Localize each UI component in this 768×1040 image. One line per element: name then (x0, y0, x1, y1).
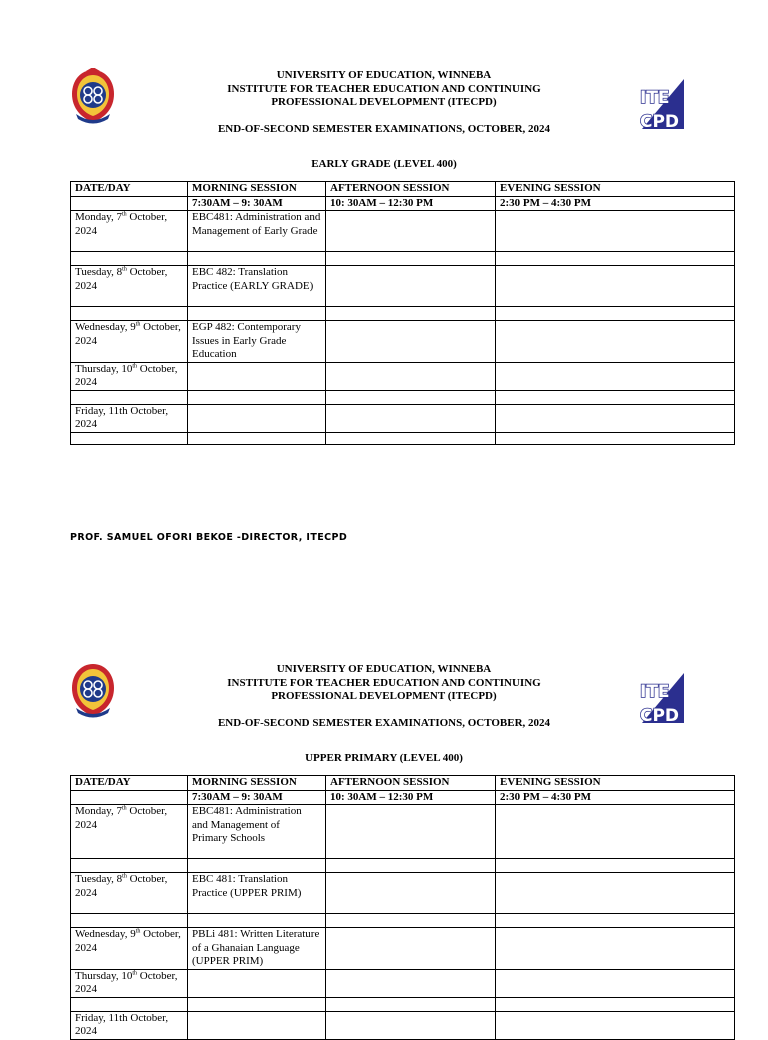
university-name: UNIVERSITY OF EDUCATION, WINNEBA (276, 69, 492, 81)
schedule-table-upper-primary (70, 775, 735, 1040)
table-row (71, 211, 735, 252)
table-row (71, 362, 735, 390)
table-row (71, 873, 735, 914)
header-afternoon: AFTERNOON SESSION (326, 776, 496, 791)
institute-line-2: PROFESSIONAL DEVELOPMENT (ITECPD) (271, 690, 497, 702)
date-cell: Thursday, 10th October, 2024 (71, 969, 188, 997)
date-cell: Wednesday, 9th October, 2024 (71, 321, 188, 363)
morning-cell: EBC 481: Translation Practice (UPPER PRIM) (188, 873, 326, 914)
date-cell: Friday, 11th October, 2024 (71, 1011, 188, 1039)
institute-line-1: INSTITUTE FOR TEACHER EDUCATION AND CONTINUING (227, 82, 541, 95)
table-row (71, 1011, 735, 1039)
spacer-row (71, 432, 735, 444)
exam-title: END-OF-SECOND SEMESTER EXAMINATIONS, OCTOBER, 2024 (217, 123, 551, 135)
spacer-row (71, 390, 735, 404)
table-header-row (71, 776, 735, 791)
date-cell: Monday, 7th October, 2024 (71, 805, 188, 859)
svg-text:ITE: ITE (640, 88, 670, 108)
director-signature-line: PROF. SAMUEL OFORI BEKOE -DIRECTOR, ITECPD (70, 532, 348, 543)
afternoon-time: 10: 30AM – 12:30 PM (326, 790, 496, 805)
table-row (71, 928, 735, 970)
morning-cell: EBC 482: Translation Practice (EARLY GRADE) (188, 266, 326, 307)
morning-cell: EBC481: Administration and Management of Primary Schools (188, 805, 326, 859)
morning-cell (188, 969, 326, 997)
date-cell: Thursday, 10th October, 2024 (71, 362, 188, 390)
morning-cell: EBC481: Administration and Management of Early Grade (188, 211, 326, 252)
svg-text:CPD: CPD (640, 112, 680, 131)
table-time-row (71, 790, 735, 805)
header-date: DATE/DAY (71, 182, 188, 197)
level-title-early-grade: EARLY GRADE (LEVEL 400) (311, 158, 457, 170)
institute-line-2: PROFESSIONAL DEVELOPMENT (ITECPD) (271, 96, 497, 108)
svg-text:ITE: ITE (640, 682, 670, 702)
header-date: DATE/DAY (71, 776, 188, 791)
morning-cell: PBLi 481: Written Literature of a Ghanaian Language (UPPER PRIM) (188, 928, 326, 970)
header-evening: EVENING SESSION (496, 182, 735, 197)
morning-time: 7:30AM – 9: 30AM (188, 790, 326, 805)
table-header-row (71, 182, 735, 197)
table-row (71, 969, 735, 997)
morning-cell (188, 1011, 326, 1039)
spacer-row (71, 997, 735, 1011)
date-cell: Tuesday, 8th October, 2024 (71, 873, 188, 914)
date-cell: Monday, 7th October, 2024 (71, 211, 188, 252)
evening-time: 2:30 PM – 4:30 PM (496, 196, 735, 211)
university-name: UNIVERSITY OF EDUCATION, WINNEBA (276, 663, 492, 675)
header-afternoon: AFTERNOON SESSION (326, 182, 496, 197)
date-cell: Tuesday, 8th October, 2024 (71, 266, 188, 307)
institute-line-1: INSTITUTE FOR TEACHER EDUCATION AND CONTINUING (227, 676, 541, 689)
table-row (71, 404, 735, 432)
table-row (71, 805, 735, 859)
morning-cell: EGP 482: Contemporary Issues in Early Grade Education (188, 321, 326, 363)
header-evening: EVENING SESSION (496, 776, 735, 791)
level-title-upper-primary: UPPER PRIMARY (LEVEL 400) (305, 752, 463, 764)
svg-text:CPD: CPD (640, 706, 680, 725)
spacer-row (71, 914, 735, 928)
table-time-row (71, 196, 735, 211)
spacer-row (71, 252, 735, 266)
table-row (71, 266, 735, 307)
morning-cell (188, 362, 326, 390)
date-cell: Wednesday, 9th October, 2024 (71, 928, 188, 970)
exam-title: END-OF-SECOND SEMESTER EXAMINATIONS, OCTOBER, 2024 (217, 717, 551, 729)
date-cell: Friday, 11th October, 2024 (71, 404, 188, 432)
evening-time: 2:30 PM – 4:30 PM (496, 790, 735, 805)
morning-time: 7:30AM – 9: 30AM (188, 196, 326, 211)
afternoon-time: 10: 30AM – 12:30 PM (326, 196, 496, 211)
header-morning: MORNING SESSION (188, 776, 326, 791)
spacer-row (71, 307, 735, 321)
schedule-table-early-grade (70, 181, 735, 445)
spacer-row (71, 859, 735, 873)
table-row (71, 321, 735, 363)
morning-cell (188, 404, 326, 432)
header-morning: MORNING SESSION (188, 182, 326, 197)
